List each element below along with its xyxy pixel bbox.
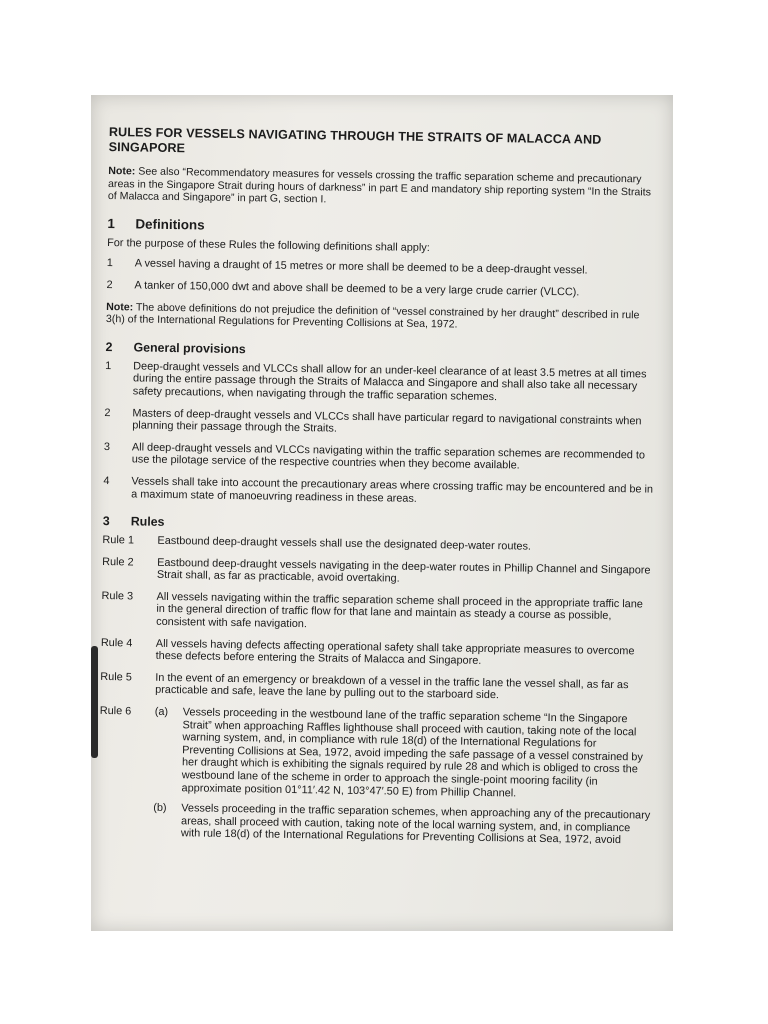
item-number: 1 (106, 257, 113, 270)
list-item (104, 406, 656, 440)
definitions-note-text: The above definitions do not prejudice the definition of “vessel constrained by her draught” described in rule 3(h) of the International Regulations for Preventing Collisions at Sea, 1972. (105, 301, 640, 331)
list-item (106, 279, 658, 300)
item-text: All deep-draught vessels and VLCCs navigating within the traffic separation schemes are recommended to use the pilotage service of the respective countries when they become available. (131, 441, 646, 472)
sub-item-letter: (b) (153, 801, 167, 815)
rule-item (98, 705, 652, 856)
item-text: A tanker of 150,000 dwt and above shall be deemed to be a very large crude carrier (VLCC). (134, 279, 580, 299)
item-text: Deep-draught vessels and VLCCs shall allow for an under-keel clearance of at least 3.5 metres at all times during the entire passage through the Straits of Malacca and Singapore and shall also take all necessary safety precautions, when navigating through the traffic separation schemes. (132, 360, 647, 404)
rule-6-subitems (153, 706, 652, 856)
item-text: Masters of deep-draught vessels and VLCCs shall have particular regard to navigational constraints when planning their passage through the Straits. (132, 406, 642, 435)
item-number: 2 (104, 406, 111, 419)
intro-note-text: See also “Recommendatory measures for vessels crossing the traffic separation scheme and precautionary areas in the Singapore Strait during hours of darkness” in part E and mandatory ship reporting system “In the Straits of Malacca and Singapore” in part G, section I. (107, 165, 652, 206)
rule-text: In the event of an emergency or breakdown of a vessel in the traffic lane the vessel shall, as far as practicable and safe, leave the lane by pulling out to the starboard side. (155, 671, 629, 702)
item-text: A vessel having a draught of 15 metres or more shall be deemed to be a deep-draught vessel. (134, 257, 588, 277)
rule-item (100, 671, 652, 705)
intro-note-label: Note: (108, 164, 136, 178)
sub-item-text: Vessels proceeding in the westbound lane of the traffic separation scheme “In the Singapore Strait” when approaching Raffles lighthouse shall proceed with caution, taking note of the local warning system, and, in compliance with rule 18(d) of the International Regulations for Preventing Collisions at Sea, 1972, avoid impeding the safe passage of a vessel constrained by her draught which is exhibiting the signals required by rule 28 and which is obliged to cross the westbound lane of the scheme in order to approach the single-point mooring facility (in approximate position 01°11′.42 N, 103°47′.50 E) from Phillip Channel. (181, 706, 643, 800)
section-title: Rules (130, 514, 165, 530)
item-text: Vessels shall take into account the precautionary areas where crossing traffic may be encountered and be in a maximum state of manoeuvring readiness in these areas. (131, 475, 654, 505)
section-title: Definitions (135, 216, 205, 233)
rule-item (102, 556, 654, 590)
item-number: 1 (105, 359, 112, 372)
sub-item (153, 706, 651, 802)
section-2-heading (105, 339, 657, 364)
rule-text: Eastbound deep-draught vessels navigating in the deep-water routes in Phillip Channel and Singapore Strait shall, as far as practicable, avoid overtaking. (156, 556, 651, 585)
sub-item (153, 802, 651, 848)
section-1-heading (107, 216, 659, 241)
rule-text: All vessels having defects affecting operational safety shall take appropriate measures to overcome these defects before entering the Straits of Malacca and Singapore. (155, 637, 635, 668)
rule-text: Eastbound deep-draught vessels shall use the designated deep-water routes. (157, 534, 532, 553)
rule-number: Rule 1 (102, 534, 135, 547)
rule-number: Rule 5 (100, 670, 132, 684)
item-number: 2 (106, 278, 113, 292)
sub-item-letter: (a) (154, 705, 169, 719)
section-number: 3 (102, 514, 110, 529)
list-item (107, 257, 659, 278)
list-item (105, 360, 658, 406)
document-page (91, 95, 673, 931)
intro-note (108, 165, 661, 211)
section-3-heading (103, 513, 655, 538)
definitions-note-label: Note: (106, 300, 134, 313)
item-number: 3 (103, 440, 111, 453)
rule-number: Rule 2 (102, 555, 134, 569)
definitions-note (106, 301, 658, 335)
sub-item-text: Vessels proceeding in the traffic separation schemes, when approaching any of the precautionary areas, shall proceed with caution, taking note of the local warning system, and, in compliance with rule 18(d) of the International Regulations for Preventing Collisions at Sea, 1972, avoid (180, 802, 651, 847)
item-number: 4 (103, 474, 110, 487)
list-item (103, 475, 655, 509)
rule-text: All vessels navigating within the traffic separation scheme shall proceed in the appropriate traffic lane in the general direction of traffic flow for that lane and maintain as steady a course as possible, consistent with safe navigation. (156, 590, 643, 631)
list-item (104, 441, 656, 475)
section-number: 1 (107, 215, 116, 231)
rule-item (101, 637, 653, 671)
rule-number: Rule 3 (101, 589, 134, 603)
definitions-intro: For the purpose of these Rules the following definitions shall apply: (107, 236, 430, 254)
section-title: General provisions (133, 340, 246, 356)
rule-number: Rule 4 (100, 636, 133, 650)
binding-edge (91, 646, 98, 758)
page-title: RULES FOR VESSELS NAVIGATING THROUGH THE STRAITS OF MALACCA AND SINGAPORE (108, 125, 602, 156)
section-number: 2 (105, 339, 113, 354)
rule-item (102, 534, 654, 555)
document-content (98, 125, 661, 865)
rule-number: Rule 6 (99, 704, 132, 718)
rule-item (101, 590, 654, 636)
